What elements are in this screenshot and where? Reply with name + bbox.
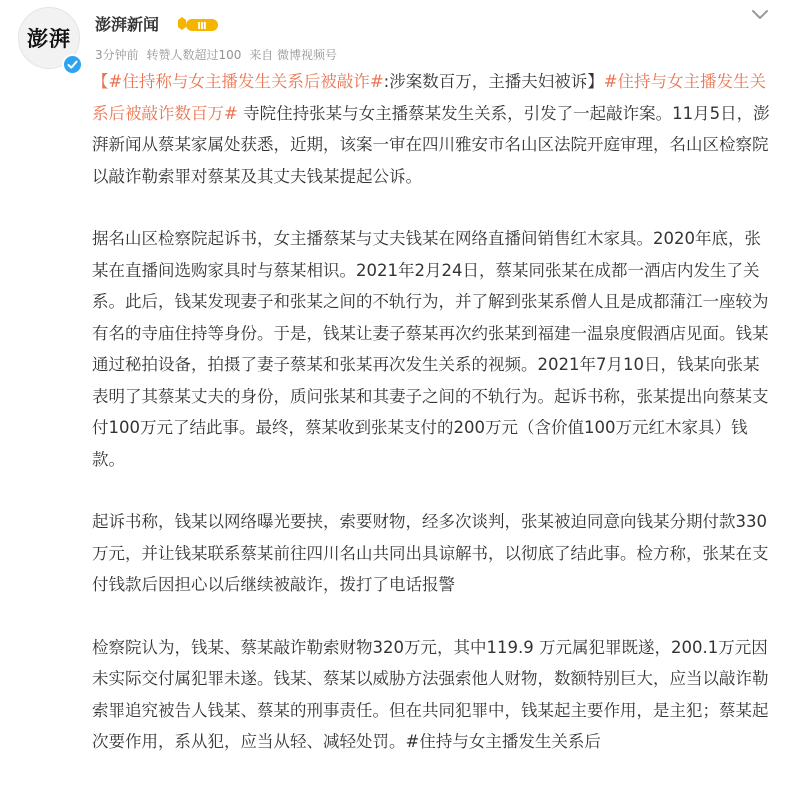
post-meta xyxy=(95,46,341,64)
topic-link-1[interactable]: 【#住持称与女主播发生关系后被敲诈# xyxy=(92,72,384,91)
topic-link-2[interactable]: #住持与女主播发生关系后被敲诈数百万# xyxy=(92,72,767,123)
topic-1-rest: :涉案数百万，主播夫妇被诉】 xyxy=(383,72,604,91)
avatar-text: 澎湃 xyxy=(27,26,71,51)
intro-text: 寺院住持张某与女主播蔡某发生关系，引发了一起敲诈案。11月5日，澎湃新闻从蔡某家属处获悉，近期，该案一审在四川雅安市名山区法院开庭审理，名山区检察院以敲诈勒索罪对蔡某及其丈夫钱某提起公诉。 xyxy=(92,103,770,186)
paragraph-3: 起诉书称，钱某以网络曝光要挟，索要财物，经多次谈判，张某被迫同意向钱某分期付款330万元，并让钱某联系蔡某前往四川名山共同出具谅解书，以彻底了结此事。检方称，张某在支付钱款后因担心以后继续被敲诈，拨打了电话报警 xyxy=(92,512,769,594)
paragraph-1 xyxy=(92,66,772,192)
paragraph-4: 检察院认为，钱某、蔡某敲诈勒索财物320万元，其中119.9 万元属犯罪既遂，200.1万元因未实际交付属犯罪未遂。钱某、蔡某以威胁方法强索他人财物，数额特别巨大，应当以敲诈勒索罪追究被告人钱某、蔡某的刑事责任。但在共同犯罪中，钱某起主要作用，是主犯；蔡某起次要作用，系从犯，应当从轻、减轻处罚。#住持与女主播发生关系后 xyxy=(92,637,769,751)
chevron-down-icon[interactable] xyxy=(748,6,772,24)
verified-icon xyxy=(62,54,83,75)
post-source[interactable]: 来自 微博视频号 xyxy=(249,48,338,62)
post-body xyxy=(92,66,772,789)
level-badge-icon xyxy=(176,16,220,34)
paragraph-2: 据名山区检察院起诉书，女主播蔡某与丈夫钱某在网络直播间销售红木家具。2020年底，张某在直播间选购家具时与蔡某相识。2021年2月24日，蔡某同张某在成都一酒店内发生了关系。此后，钱某发现妻子和张某之间的不轨行为，并了解到张某系僧人且是成都蒲江一座较为有名的寺庙住持等身份。于是，钱某让妻子蔡某再次约张某到福建一温泉度假酒店见面。钱某通过秘拍设备，拍摄了妻子蔡某和张某再次发生关系的视频。2021年7月10日，钱某向张某表明了其蔡某丈夫的身份，质问张某和其妻子之间的不轨行为。起诉书称，张某提出向蔡某支付100万元了结此事。最终，蔡某收到张某支付的200万元（含价值100万元红木家具）钱款。 xyxy=(92,229,769,469)
repost-count: 转赞人数超过100 xyxy=(146,48,242,62)
level-badge-text: Ⅲ xyxy=(197,21,207,32)
post-time[interactable]: 3分钟前 xyxy=(95,48,139,62)
account-name[interactable]: 澎湃新闻 xyxy=(95,15,160,34)
